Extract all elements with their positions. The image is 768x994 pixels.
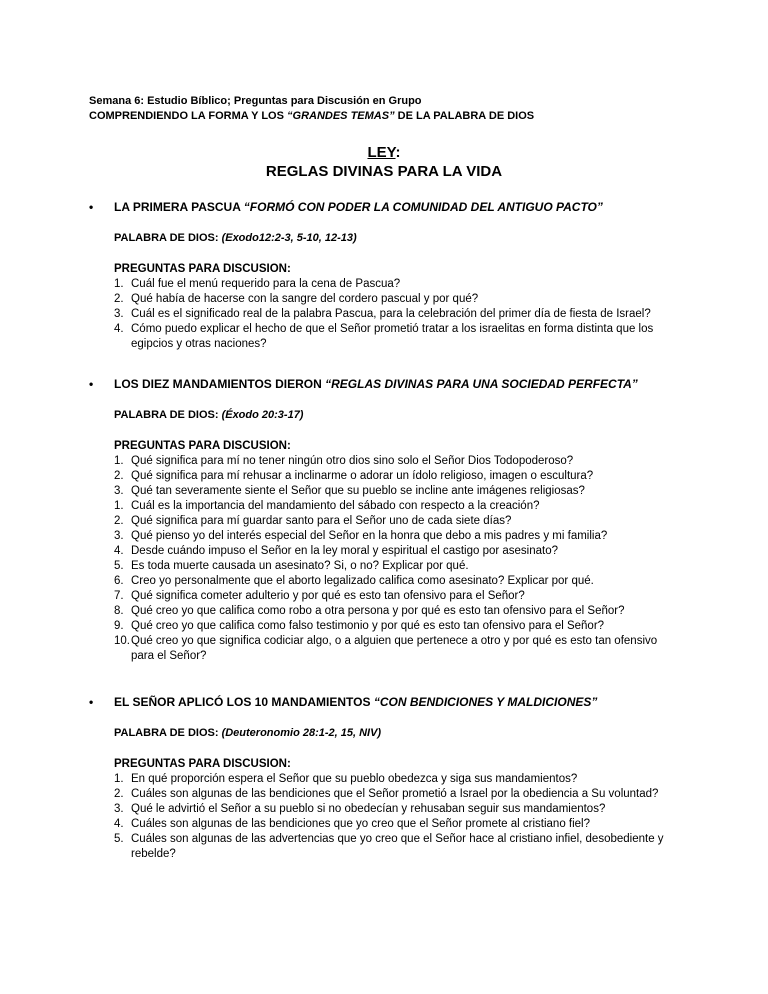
question-number: 3. [114, 530, 124, 542]
questions-list [114, 772, 679, 862]
section-bendiciones-maldiciones [89, 694, 689, 862]
question-text: Qué tan severamente siente el Señor que su pueblo se incline ante imágenes religiosas? [131, 485, 585, 497]
list-item [114, 832, 679, 862]
question-text: Cuáles son algunas de las advertencias que yo creo que el Señor hace al cristiano infiel, desobediente y rebelde? [131, 833, 664, 860]
question-number: 8. [114, 605, 124, 617]
palabra-label: PALABRA DE DIOS: [114, 232, 222, 244]
question-text: Qué creo yo que significa codiciar algo, o a alguien que pertenece a otro y por qué es esto tan ofensivo para el Señor? [131, 635, 658, 662]
question-number: 2. [114, 470, 124, 482]
header-line-2-c: DE LA PALABRA DE DIOS [394, 110, 535, 122]
title-subtitle: REGLAS DIVINAS PARA LA VIDA [265, 163, 503, 180]
question-text: Qué pienso yo del interés especial del Señor en la honra que debo a mis padres y mi familia? [131, 530, 608, 542]
header-line-2 [89, 109, 534, 124]
questions-heading: PREGUNTAS PARA DISCUSION: [114, 263, 291, 275]
question-number: 1. [114, 773, 124, 785]
question-number: 7. [114, 590, 124, 602]
header-line-2-b: “GRANDES TEMAS” [287, 110, 395, 122]
question-text: Cuáles son algunas de las bendiciones que yo creo que el Señor promete al cristiano fiel? [131, 818, 591, 830]
list-item [114, 589, 679, 604]
question-text: Qué significa para mí no tener ningún otro dios sino solo el Señor Dios Todopoderoso? [131, 455, 574, 467]
question-number: 2. [114, 515, 124, 527]
question-number: 2. [114, 788, 124, 800]
palabra-label: PALABRA DE DIOS: [114, 727, 222, 739]
question-text: Desde cuándo impuso el Señor en la ley moral y espiritual el castigo por asesinato? [131, 545, 559, 557]
list-item [114, 802, 679, 817]
list-item [114, 277, 679, 292]
question-number: 6. [114, 575, 124, 587]
section-heading-a: EL SEÑOR APLICÓ LOS 10 MANDAMIENTOS [114, 695, 374, 709]
list-item [114, 454, 679, 469]
palabra-de-dios [114, 408, 689, 423]
list-item [114, 559, 679, 574]
list-item [114, 817, 679, 832]
section-heading-b: “FORMÓ CON PODER LA COMUNIDAD DEL ANTIGUO PACTO” [243, 200, 603, 214]
scripture-reference: (Éxodo 20:3-17) [221, 409, 304, 421]
section-heading-a: LOS DIEZ MANDAMIENTOS DIERON [114, 377, 326, 391]
header-line-2-a: COMPRENDIENDO LA FORMA Y LOS [89, 110, 288, 122]
question-text: Cuál fue el menú requerido para la cena de Pascua? [131, 278, 401, 290]
list-item [114, 544, 679, 559]
scripture-reference: (Exodo12:2-3, 5-10, 12-13) [221, 232, 357, 244]
bullet-icon: • [89, 695, 94, 709]
list-item [114, 619, 679, 634]
page-title [0, 143, 768, 181]
palabra-label: PALABRA DE DIOS: [114, 409, 222, 421]
list-item [114, 292, 679, 307]
palabra-de-dios [114, 726, 689, 741]
question-text: Qué creo yo que califica como robo a otra persona y por qué es esto tan ofensivo para el Señor? [131, 605, 625, 617]
question-text: Creo yo personalmente que el aborto legalizado califica como asesinato? Explicar por qué. [131, 575, 594, 587]
question-text: Es toda muerte causada un asesinato? Si, o no? Explicar por qué. [131, 560, 469, 572]
list-item [114, 499, 679, 514]
question-number: 9. [114, 620, 124, 632]
question-number: 4. [114, 818, 124, 830]
bullet-icon: • [89, 200, 94, 214]
title-ley: LEY [367, 144, 396, 161]
question-number: 3. [114, 803, 124, 815]
questions-list [114, 277, 679, 352]
question-text: Cuál es la importancia del mandamiento del sábado con respecto a la creación? [131, 500, 540, 512]
document-header [89, 94, 534, 124]
list-item [114, 307, 679, 322]
question-number: 3. [114, 485, 124, 497]
question-number: 5. [114, 560, 124, 572]
section-diez-mandamientos [89, 376, 689, 664]
list-item [114, 634, 679, 664]
question-number: 2. [114, 293, 124, 305]
question-text: Cuáles son algunas de las bendiciones que el Señor prometió a Israel por la obediencia a Su voluntad? [131, 788, 659, 800]
question-text: Cuál es el significado real de la palabra Pascua, para la celebración del primer día de fiesta de Israel? [131, 308, 651, 320]
section-heading [89, 199, 689, 215]
section-primera-pascua [89, 199, 689, 352]
question-number: 3. [114, 308, 124, 320]
questions-heading: PREGUNTAS PARA DISCUSION: [114, 758, 291, 770]
question-text: Qué significa para mí guardar santo para el Señor uno de cada siete días? [131, 515, 512, 527]
list-item [114, 322, 679, 352]
question-number: 1. [114, 278, 124, 290]
section-heading-b: “CON BENDICIONES Y MALDICIONES” [373, 695, 598, 709]
list-item [114, 574, 679, 589]
question-number: 1. [114, 455, 124, 467]
list-item [114, 529, 679, 544]
question-text: Cómo puedo explicar el hecho de que el Señor prometió tratar a los israelitas en forma distinta que los egipcios y otras naciones? [131, 323, 654, 350]
title-colon: : [395, 144, 401, 161]
title-ley-line [0, 143, 768, 162]
question-number: 10. [114, 635, 130, 647]
scripture-reference: (Deuteronomio 28:1-2, 15, NIV) [221, 727, 382, 739]
list-item [114, 484, 679, 499]
question-text: Qué significa cometer adulterio y por qué es esto tan ofensivo para el Señor? [131, 590, 525, 602]
question-text: Qué significa para mí rehusar a inclinarme o adorar un ídolo religioso, imagen o escultura? [131, 470, 594, 482]
question-text: Qué había de hacerse con la sangre del cordero pascual y por qué? [131, 293, 479, 305]
questions-heading: PREGUNTAS PARA DISCUSION: [114, 440, 291, 452]
bullet-icon: • [89, 377, 94, 391]
list-item [114, 787, 679, 802]
questions-label: PREGUNTAS PARA DISCUSION [114, 440, 287, 452]
section-heading-b: “REGLAS DIVINAS PARA UNA SOCIEDAD PERFECTA” [325, 377, 638, 391]
question-text: Qué le advirtió el Señor a su pueblo si no obedecían y rehusaban seguir sus mandamientos? [131, 803, 606, 815]
list-item [114, 772, 679, 787]
section-heading [89, 376, 689, 392]
question-number: 5. [114, 833, 124, 845]
questions-label: PREGUNTAS PARA DISCUSION [114, 758, 287, 770]
question-text: En qué proporción espera el Señor que su pueblo obedezca y siga sus mandamientos? [131, 773, 578, 785]
list-item [114, 604, 679, 619]
palabra-de-dios [114, 231, 689, 246]
header-line-1: Semana 6: Estudio Bíblico; Preguntas para Discusión en Grupo [89, 95, 422, 107]
questions-list [114, 454, 679, 664]
question-text: Qué creo yo que califica como falso testimonio y por qué es esto tan ofensivo para el Señor? [131, 620, 605, 632]
questions-label: PREGUNTAS PARA DISCUSION [114, 263, 287, 275]
list-item [114, 469, 679, 484]
question-number: 4. [114, 545, 124, 557]
list-item [114, 514, 679, 529]
section-heading [89, 694, 689, 710]
question-number: 4. [114, 323, 124, 335]
section-heading-a: LA PRIMERA PASCUA [114, 200, 244, 214]
question-number: 1. [114, 500, 124, 512]
